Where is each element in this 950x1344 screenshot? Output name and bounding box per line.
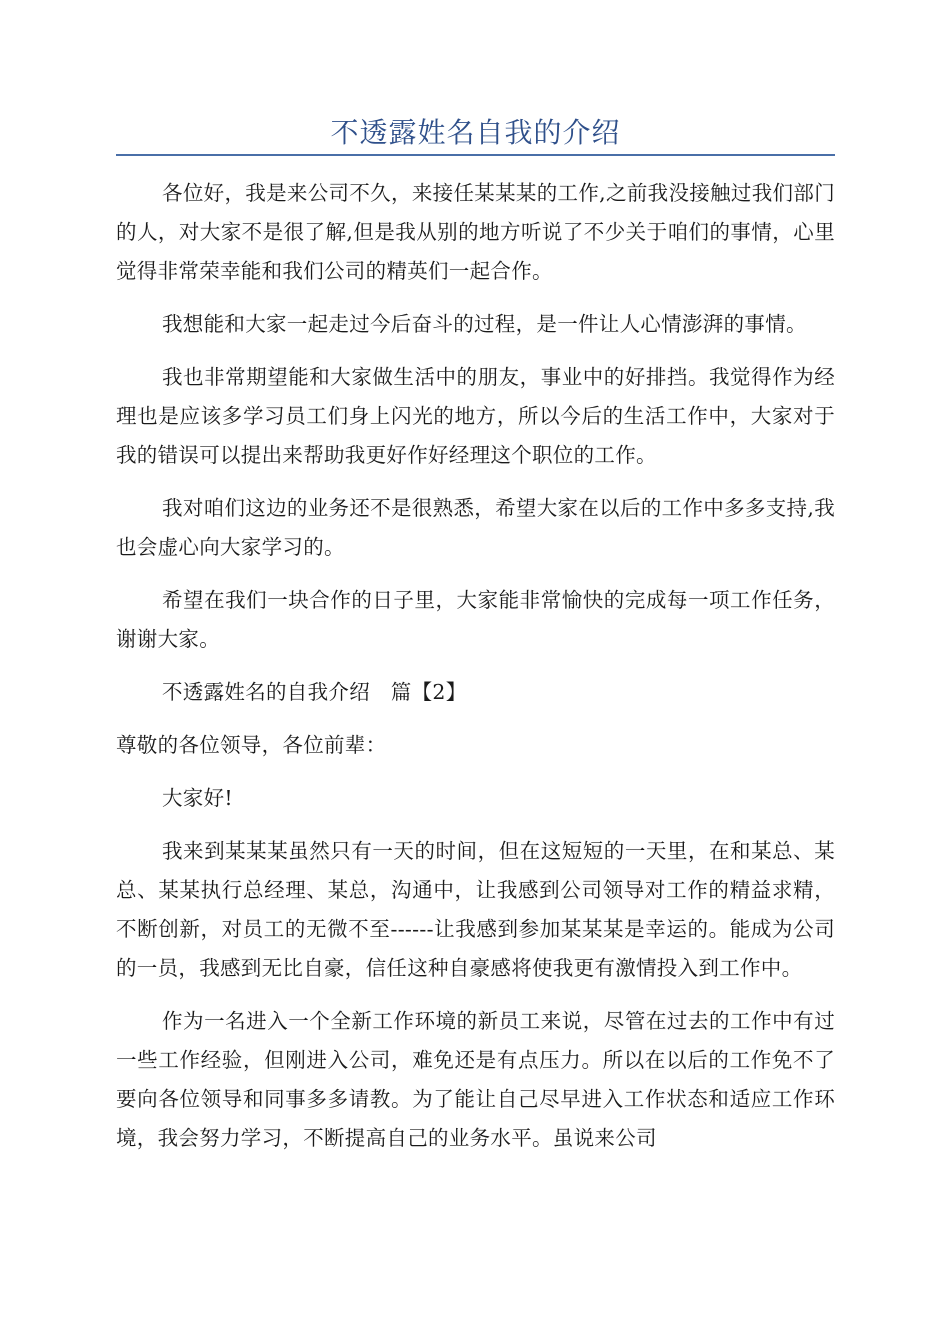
paragraph-1: 各位好，我是来公司不久，来接任某某某的工作,之前我没接触过我们部门的人，对大家不是很了解,但是我从别的地方听说了不少关于咱们的事情，心里觉得非常荣幸能和我们公司的精英们一起合作。 <box>116 181 835 283</box>
paragraph-2: 我想能和大家一起走过今后奋斗的过程，是一件让人心情澎湃的事情。 <box>162 312 807 336</box>
greeting: 大家好! <box>162 786 233 810</box>
paragraph-4: 我对咱们这边的业务还不是很熟悉，希望大家在以后的工作中多多支持,我也会虚心向大家学习的。 <box>116 496 835 559</box>
paragraph-5: 希望在我们一块合作的日子里，大家能非常愉快的完成每一项工作任务，谢谢大家。 <box>116 588 835 651</box>
section-heading: 不透露姓名的自我介绍 篇【2】 <box>162 680 467 704</box>
document-body <box>116 174 835 1172</box>
paragraph-3: 我也非常期望能和大家做生活中的朋友，事业中的好排挡。我觉得作为经理也是应该多学习员工们身上闪光的地方，所以今后的生活工作中，大家对于我的错误可以提出来帮助我更好作好经理这个职位的工作。 <box>116 365 835 467</box>
salutation: 尊敬的各位领导，各位前辈： <box>116 733 387 757</box>
document-title: 不透露姓名自我的介绍 <box>330 116 621 149</box>
paragraph-9: 我来到某某某虽然只有一天的时间，但在这短短的一天里，在和某总、某总、某某执行总经理、某总，沟通中，让我感到公司领导对工作的精益求精，不断创新，对员工的无微不至------让我感到参加某某某是幸运的。能成为公司的一员，我感到无比自豪，信任这种自豪感将使我更有激情投入到工作中。 <box>116 839 835 980</box>
paragraph-10: 作为一名进入一个全新工作环境的新员工来说，尽管在过去的工作中有过一些工作经验，但刚进入公司，难免还是有点压力。所以在以后的工作免不了要向各位领导和同事多多请教。为了能让自己尽早进入工作状态和适应工作环境，我会努力学习，不断提高自己的业务水平。虽说来公司 <box>116 1009 835 1150</box>
title-block <box>116 112 835 156</box>
